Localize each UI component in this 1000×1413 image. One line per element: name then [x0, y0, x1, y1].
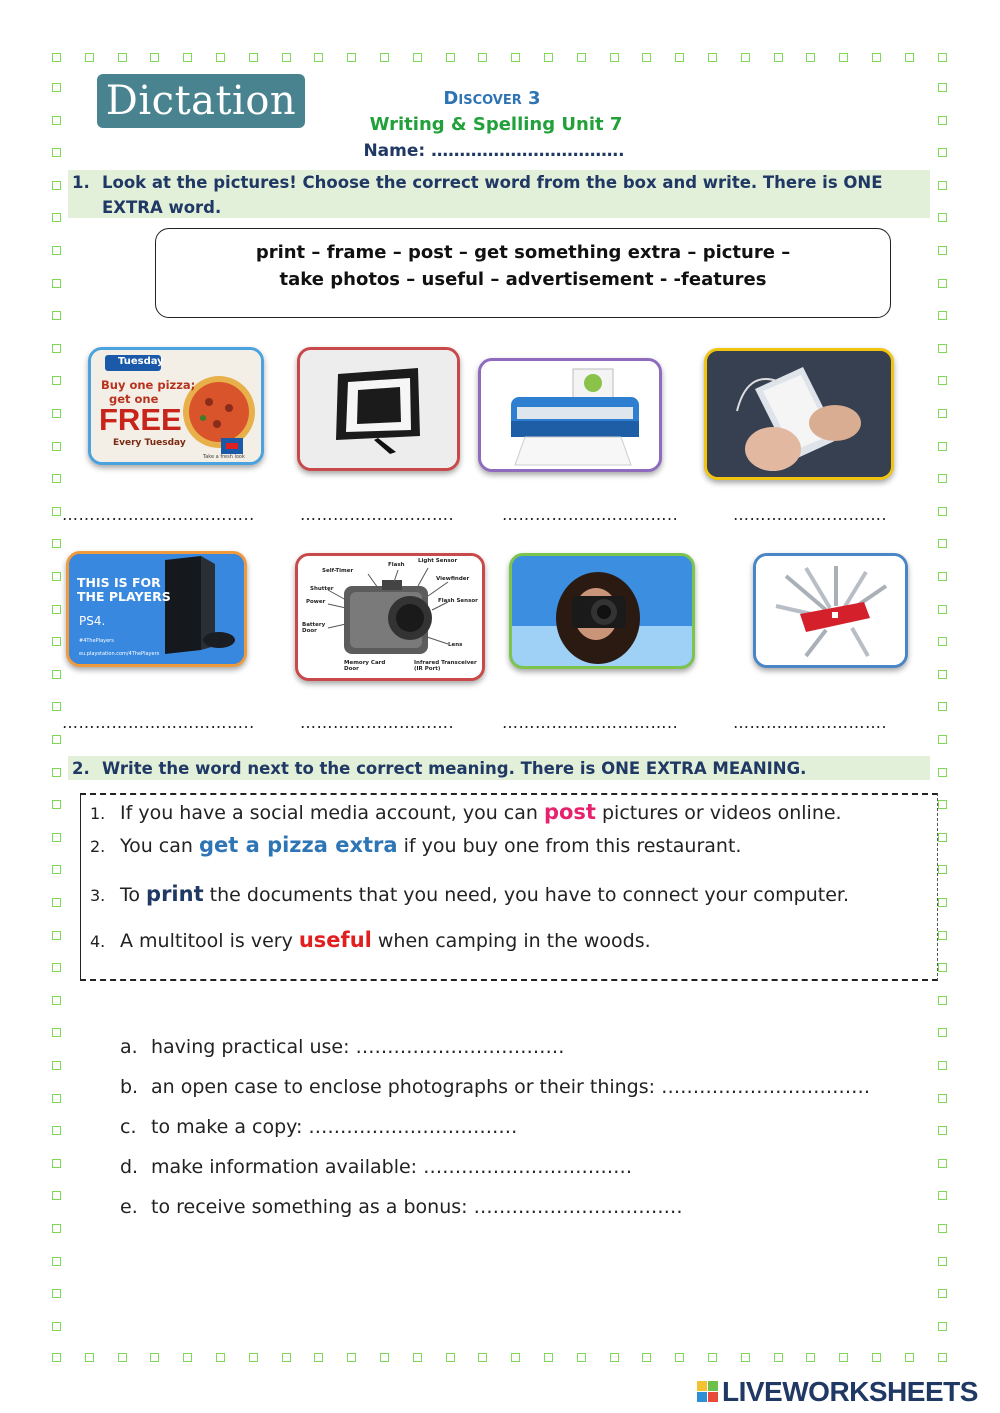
answer-line[interactable]: ……………………………..	[62, 505, 255, 524]
highlighted-word: post	[543, 800, 596, 824]
border-square	[52, 702, 61, 711]
border-square	[380, 1353, 389, 1362]
border-square	[938, 1257, 947, 1266]
border-square	[52, 963, 61, 972]
border-square	[938, 1094, 947, 1103]
border-square	[52, 409, 61, 418]
section-instruction: Write the word next to the correct meaning. There is ONE EXTRA MEANING.	[102, 759, 807, 778]
border-square	[938, 1353, 947, 1362]
border-square	[478, 53, 487, 62]
camera-label: Self-Timer	[322, 568, 354, 574]
border-square	[938, 344, 947, 353]
name-field[interactable]: Name: …………………………….	[363, 141, 625, 161]
sentence-text: If you have a social media account, you can	[120, 802, 544, 824]
pizza-offer-line: get one	[109, 392, 159, 406]
highlighted-word: get a pizza extra	[198, 833, 398, 857]
sentence-item	[90, 800, 842, 824]
camera-label: Light Sensor	[418, 558, 458, 564]
pizza-brand: Tuesday	[118, 356, 164, 367]
border-square	[511, 53, 520, 62]
border-square	[938, 1322, 947, 1331]
border-square	[52, 637, 61, 646]
definition-letter: a.	[120, 1036, 138, 1058]
border-square	[216, 1353, 225, 1362]
pizza-tagline: Take a fresh look	[203, 454, 245, 460]
multitool-image	[753, 553, 908, 668]
border-square	[708, 1353, 717, 1362]
pizza-offer-line: Buy one pizza;	[101, 378, 196, 392]
photo-frame-illustration	[300, 350, 457, 468]
liveworksheets-logo	[697, 1376, 978, 1408]
unit-title: Writing & Spelling Unit 7	[369, 114, 623, 135]
definition-text: having practical use: ……………………………	[151, 1036, 565, 1058]
border-square	[675, 1353, 684, 1362]
definition-item[interactable]	[120, 1076, 870, 1098]
border-square	[938, 1224, 947, 1233]
camera-label: Viewfinder	[436, 576, 470, 582]
sentence-text: when camping in the woods.	[371, 930, 651, 952]
answer-line[interactable]: ……………………….	[300, 713, 455, 732]
dictation-badge: Dictation	[97, 74, 305, 128]
border-square	[938, 474, 947, 483]
border-square	[52, 670, 61, 679]
multitool-illustration	[756, 556, 905, 665]
ps4-url: eu.playstation.com/4ThePlayers	[79, 651, 160, 657]
border-square	[938, 702, 947, 711]
ps4-headline-line: THIS IS FOR	[77, 575, 161, 590]
definition-item[interactable]	[120, 1196, 683, 1218]
border-square	[347, 53, 356, 62]
liveworksheets-icon	[697, 1381, 719, 1403]
ps4-tag: #4ThePlayers	[79, 638, 114, 644]
sentence-number: 4.	[90, 932, 106, 951]
border-square	[150, 53, 159, 62]
pizza-advertisement-image	[88, 347, 264, 465]
border-square	[52, 1126, 61, 1135]
border-square	[216, 53, 225, 62]
border-square	[938, 1159, 947, 1168]
camera-label: Lens	[448, 642, 463, 648]
camera-features-image	[295, 553, 485, 681]
border-square	[183, 53, 192, 62]
definition-text: to receive something as a bonus: ……………………………	[151, 1196, 683, 1218]
sentence-item	[90, 882, 849, 906]
border-square	[52, 768, 61, 777]
word-box	[155, 228, 891, 318]
answer-line[interactable]: ……………………….	[300, 505, 455, 524]
camera-label: Battery Door	[302, 622, 326, 634]
sentence-text: To	[120, 884, 147, 906]
border-square	[872, 53, 881, 62]
border-square	[380, 53, 389, 62]
border-square	[610, 53, 619, 62]
border-square	[52, 1191, 61, 1200]
border-square	[478, 1353, 487, 1362]
border-square	[938, 1061, 947, 1070]
definition-item[interactable]	[120, 1036, 565, 1058]
border-square	[52, 1028, 61, 1037]
border-square	[938, 1191, 947, 1200]
sentence-number: 3.	[90, 886, 106, 905]
definition-text: to make a copy: ……………………………	[151, 1116, 518, 1138]
word-box-line: take photos – useful – advertisement - -features	[279, 269, 767, 290]
answer-line[interactable]: ……………………………..	[62, 713, 255, 732]
sentence-item	[90, 928, 651, 952]
sentence-text: if you buy one from this restaurant.	[397, 835, 742, 857]
border-square	[282, 53, 291, 62]
border-square	[642, 53, 651, 62]
border-square	[938, 735, 947, 744]
ps4-logo: PS4.	[79, 614, 106, 628]
border-square	[446, 1353, 455, 1362]
border-square	[806, 53, 815, 62]
printer-illustration	[481, 361, 659, 469]
border-square	[938, 53, 947, 62]
camera-label: Flash	[388, 562, 405, 568]
camera-label: Infrared Transceiver (IR Port)	[414, 660, 477, 672]
border-square	[741, 1353, 750, 1362]
section-2-heading	[68, 756, 930, 780]
border-square	[938, 963, 947, 972]
border-square	[150, 1353, 159, 1362]
border-square	[938, 442, 947, 451]
definition-letter: d.	[120, 1156, 139, 1178]
definition-item[interactable]	[120, 1156, 632, 1178]
border-square	[675, 53, 684, 62]
camera-label: Shutter	[310, 586, 334, 592]
course-title: Discover 3	[443, 88, 541, 109]
border-square	[183, 1353, 192, 1362]
definition-letter: b.	[120, 1076, 139, 1098]
border-square	[938, 572, 947, 581]
photographer-illustration	[512, 556, 692, 666]
border-square	[938, 539, 947, 548]
border-square	[577, 53, 586, 62]
camera-label: Power	[306, 599, 326, 605]
border-square	[938, 931, 947, 940]
border-square	[938, 246, 947, 255]
border-square	[52, 1257, 61, 1266]
border-square	[938, 181, 947, 190]
border-square	[806, 1353, 815, 1362]
border-square	[938, 311, 947, 320]
border-square	[741, 53, 750, 62]
border-square	[52, 311, 61, 320]
border-square	[938, 800, 947, 809]
section-number: 2.	[72, 759, 90, 778]
border-square	[544, 1353, 553, 1362]
border-square	[85, 1353, 94, 1362]
border-square	[938, 833, 947, 842]
border-square	[938, 996, 947, 1005]
answer-line[interactable]: ……………………….	[733, 713, 888, 732]
border-square	[839, 1353, 848, 1362]
border-square	[52, 246, 61, 255]
border-square	[938, 637, 947, 646]
take-photos-image	[509, 553, 695, 669]
camera-label: Flash Sensor	[438, 598, 478, 604]
border-square	[52, 898, 61, 907]
ps4-headline	[77, 576, 171, 604]
border-square	[52, 833, 61, 842]
ps4-advertisement-image	[66, 551, 247, 667]
pizza-every-tuesday: Every Tuesday	[113, 438, 186, 448]
border-square	[282, 1353, 291, 1362]
border-square	[52, 605, 61, 614]
border-square	[610, 1353, 619, 1362]
border-square	[52, 1289, 61, 1298]
border-square	[938, 409, 947, 418]
border-square	[85, 53, 94, 62]
border-square	[413, 1353, 422, 1362]
border-square	[249, 53, 258, 62]
definition-item[interactable]	[120, 1116, 517, 1138]
definition-letter: c.	[120, 1116, 137, 1138]
border-square	[839, 53, 848, 62]
border-square	[52, 996, 61, 1005]
border-square	[52, 539, 61, 548]
border-square	[872, 1353, 881, 1362]
border-square	[938, 1126, 947, 1135]
border-square	[314, 1353, 323, 1362]
border-square	[577, 1353, 586, 1362]
border-square	[52, 279, 61, 288]
sentence-number: 1.	[90, 804, 106, 823]
border-square	[52, 1224, 61, 1233]
border-square	[52, 344, 61, 353]
border-square	[774, 1353, 783, 1362]
border-square	[52, 735, 61, 744]
answer-line[interactable]: …………………………..	[502, 505, 679, 524]
border-square	[52, 213, 61, 222]
camera-label: Memory Card Door	[344, 660, 386, 672]
highlighted-word: print	[146, 882, 204, 906]
photo-frame-image	[297, 347, 460, 471]
definition-text: an open case to enclose photographs or their things: ……………………………	[151, 1076, 871, 1098]
border-square	[52, 1061, 61, 1070]
border-square	[511, 1353, 520, 1362]
section-1-heading	[68, 170, 930, 218]
border-square	[938, 376, 947, 385]
border-square	[905, 53, 914, 62]
border-square	[118, 53, 127, 62]
border-square	[938, 279, 947, 288]
border-square	[347, 1353, 356, 1362]
border-square	[52, 376, 61, 385]
sentence-text: A multitool is very	[120, 930, 299, 952]
phone-features-image	[704, 348, 894, 480]
word-box-line: print – frame – post – get something extra – picture –	[255, 242, 791, 263]
border-square	[52, 1094, 61, 1103]
sentence-text: the documents that you need, you have to connect your computer.	[203, 884, 850, 906]
border-square	[249, 1353, 258, 1362]
definition-text: make information available: ……………………………	[151, 1156, 633, 1178]
section-instruction: Look at the pictures! Choose the correct word from the box and write. There is ONE EXTRA word.	[102, 173, 883, 217]
border-square	[314, 53, 323, 62]
border-square	[52, 931, 61, 940]
border-square	[446, 53, 455, 62]
definition-letter: e.	[120, 1196, 138, 1218]
border-square	[774, 53, 783, 62]
border-square	[938, 1028, 947, 1037]
border-square	[938, 670, 947, 679]
border-square	[52, 474, 61, 483]
border-square	[52, 865, 61, 874]
liveworksheets-brand: LIVEWORKSHEETS	[722, 1376, 978, 1407]
border-square	[938, 213, 947, 222]
sentence-text: pictures or videos online.	[595, 802, 842, 824]
border-square	[708, 53, 717, 62]
section-number: 1.	[72, 173, 90, 192]
border-square	[938, 865, 947, 874]
border-square	[52, 507, 61, 516]
answer-line[interactable]: …………………………..	[502, 713, 679, 732]
ps4-headline-line: THE PLAYERS	[77, 589, 171, 604]
border-square	[938, 605, 947, 614]
pizza-free-text: FREE	[99, 402, 182, 437]
border-square	[52, 442, 61, 451]
answer-line[interactable]: ……………………….	[733, 505, 888, 524]
sentence-item	[90, 833, 741, 857]
printer-image	[478, 358, 662, 472]
sentence-number: 2.	[90, 837, 106, 856]
border-square	[938, 768, 947, 777]
sentence-text: You can	[120, 835, 199, 857]
border-square	[938, 507, 947, 516]
border-square	[905, 1353, 914, 1362]
highlighted-word: useful	[298, 928, 372, 952]
border-square	[52, 1159, 61, 1168]
border-square	[52, 53, 61, 62]
border-square	[52, 181, 61, 190]
border-square	[938, 1289, 947, 1298]
border-square	[118, 1353, 127, 1362]
border-square	[938, 898, 947, 907]
phone-illustration	[707, 351, 891, 477]
border-square	[413, 53, 422, 62]
ps4-illustration	[69, 554, 244, 664]
border-square	[52, 1353, 61, 1362]
border-square	[642, 1353, 651, 1362]
border-square	[52, 572, 61, 581]
border-square	[544, 53, 553, 62]
border-square	[52, 1322, 61, 1331]
border-square	[52, 800, 61, 809]
